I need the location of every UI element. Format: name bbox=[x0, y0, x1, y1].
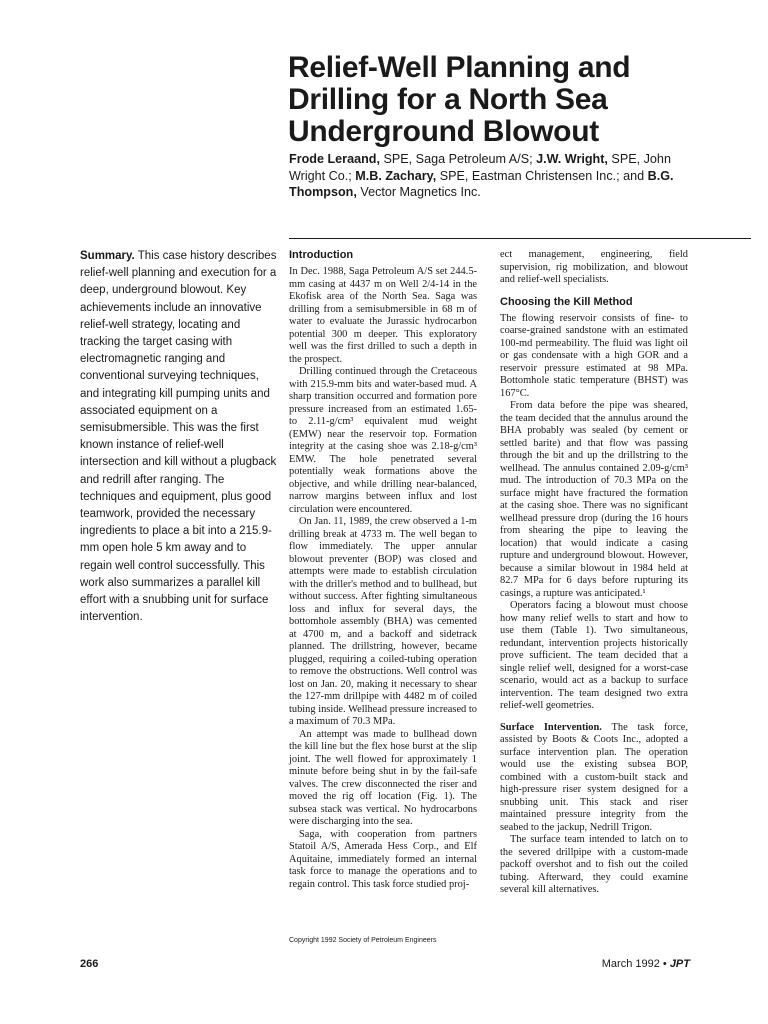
summary-text: This case history describes relief-well planning and execution for a deep, underground blowout. Key achievements include an innovative relief-well strategy, locating and tracking the target casing with electromagnetic ranging and conventional surveying techniques, and integrating kill pumping units and associated equipment on a semisubmersible. This was the first known instance of relief-well intersection and kill without a plugback and redrill after ranging. The techniques and equipment, plus good teamwork, provided the necessary ingredients to place a bit into a 215.9-mm open hole 5 km away and to regain well control successfully. This work also summarizes a parallel kill effort with a snubbing unit for surface intervention. bbox=[80, 250, 277, 624]
author-1-affiliation: SPE, Saga Petroleum A/S; bbox=[379, 152, 537, 166]
surface-intervention-runin: Surface Intervention. bbox=[500, 721, 602, 733]
author-3-affiliation: SPE, Eastman Christensen Inc.; and bbox=[436, 168, 648, 183]
intro-paragraph-2: Drilling continued through the Cretaceous with 215.9-mm bits and water-based mud. A sharp transition occurred and formation pore pressure increased from an estimated 1.65- to 2.11-g/cm³ equivalent mud weight (EMW) near the reservoir top. Formation integrity at the casing shoe was 2.18-g/cm³ EMW. The hole penetrated several potentially weak formations above the objective, and while drilling near-balanced, narrow margins between influx and lost circulation were encountered. bbox=[289, 366, 477, 515]
article-title bbox=[288, 52, 748, 148]
author-2-name: J.W. Wright, bbox=[536, 152, 608, 166]
author-4-affiliation: Vector Magnetics Inc. bbox=[356, 185, 481, 199]
header-divider bbox=[289, 238, 751, 239]
kill-paragraph-2: From data before the pipe was sheared, the team decided that the annulus around the BHA probably was sealed (by cement or settled barite) and that flow was passing through the bit and up the drillstring to the wellhead. The annulus contained 2.09-g/cm³ mud. The introduction of 70.3 MPa on the surface might have fractured the formation at the casing shoe. There was no significant wellhead pressure drop (during the 16 hours from shearing the pipe to leaving the location) that would indicate a casing rupture and underground blowout. However, because a similar blowout in 1984 held at 82.7 MPa for 6 days before rupturing its casings, a rupture was anticipated.¹ bbox=[500, 400, 688, 599]
journal-name: JPT bbox=[669, 958, 690, 970]
author-list bbox=[289, 151, 709, 201]
kill-paragraph-1: The flowing reservoir consists of fine- to coarse-grained sandstone with an estimated 100-md permeability. The fluid was light oil or gas condensate with a high GOR and a reservoir pressure estimated at 98 MPa. Bottomhole static temperature (BHST) was 167°C. bbox=[500, 312, 688, 399]
journal-footer bbox=[602, 958, 690, 970]
body-column-2 bbox=[289, 249, 477, 891]
introduction-heading: Introduction bbox=[289, 249, 354, 261]
summary-block bbox=[80, 248, 278, 626]
title-line-2: Drilling for a North Sea bbox=[288, 83, 608, 116]
kill-method-heading: Choosing the Kill Method bbox=[500, 295, 633, 308]
intro-paragraph-3: On Jan. 11, 1989, the crew observed a 1-m drilling break at 4733 m. The well began to flow immediately. The upper annular blowout preventer (BOP) was closed and attempts were made to establish circulation with the driller's method and to bullhead, but without success. After fighting simultaneous loss and influx for several days, the bottomhole assembly (BHA) was cemented at 4700 m, and a backoff and sidetrack planned. The drillstring, however, became plugged, requiring a coiled-tubing operation to remove the obstructions. Well control was lost on Jan. 20, making it necessary to shear the 127-mm drillpipe with 4482 m of coiled tubing inside. Wellhead pressure increased to a maximum of 70.3 MPa. bbox=[289, 516, 477, 727]
author-3-name: M.B. Zachary, bbox=[355, 168, 437, 183]
kill-paragraph-3: Operators facing a blowout must choose how many relief wells to start and how to use them (Table 1). Two simultaneous, redundant, intervention projects historically prove sufficient. The team decided that a single relief well, designed for a worst-case scenario, would act as a backup to surface intervention. The team designed two extra relief-well geometries. bbox=[500, 600, 688, 711]
intro-paragraph-5: Saga, with cooperation from partners Statoil A/S, Amerada Hess Corp., and Elf Aquitaine, immediately formed an internal task force to manage the operations and to regain control. This task force studied proj- bbox=[289, 828, 477, 890]
author-4-name: B.G. Thompson, bbox=[289, 168, 674, 199]
copyright-notice: Copyright 1992 Society of Petroleum Engineers bbox=[289, 937, 437, 944]
surface-intervention-text: The task force, assisted by Boots & Coots Inc., adopted a surface intervention plan. The operation would use the existing subsea BOP, combined with a custom-built stack and high-pressure riser system designed for a snubbing unit. This stack and riser maintained pressure integrity from the seabed to the jackup, Nedrill Trigon. bbox=[500, 721, 688, 833]
surface-intervention-paragraph bbox=[500, 722, 688, 835]
intro-paragraph-1: In Dec. 1988, Saga Petroleum A/S set 244.5-mm casing at 4437 m on Well 2/4-14 in the Ekofisk area of the North Sea. Saga was drilling from a semisubmersible in 68 m of water to evaluate the Jurassic hydrocarbon potential 300 m deeper. This exploratory well was the first drilled to such a depth in the prospect. bbox=[289, 266, 477, 365]
body-column-3 bbox=[500, 249, 688, 897]
summary-label: Summary. bbox=[80, 250, 135, 262]
title-line-1: Relief-Well Planning and bbox=[288, 51, 631, 84]
continued-paragraph: ect management, engineering, field supervision, rig mobilization, and blowout and relief-well specialists. bbox=[500, 249, 688, 285]
author-2-affiliation: SPE, John Wright Co.; bbox=[289, 152, 671, 183]
page-number: 266 bbox=[80, 958, 99, 970]
issue-date: March 1992 • bbox=[601, 958, 670, 970]
intro-paragraph-4: An attempt was made to bullhead down the kill line but the flex hose burst at the slip joint. The well flowed for approximately 1 minute before being shut in by the fail-safe valves. The crew disconnected the riser and moved the rig off location (Fig. 1). The subsea stack was vertical. No hydrocarbons were discharging into the sea. bbox=[289, 728, 477, 827]
surface-paragraph-2: The surface team intended to latch on to the severed drillpipe with a custom-made packoff overshot and to fish out the coiled tubing. Afterward, they could examine several kill alternatives. bbox=[500, 834, 688, 895]
author-1-name: Frode Leraand, bbox=[289, 152, 380, 166]
paragraph-spacer bbox=[500, 713, 688, 722]
title-line-3: Underground Blowout bbox=[288, 115, 599, 148]
